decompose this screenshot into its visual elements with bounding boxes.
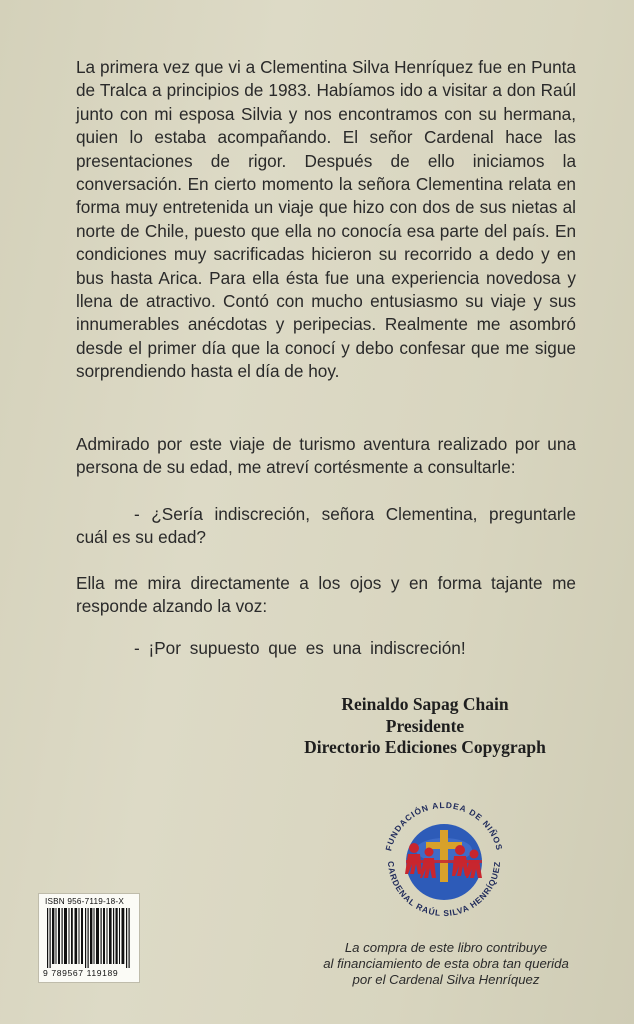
logo-top-text: FUNDACIÓN ALDEA DE NIÑOS [383,799,505,852]
foundation-logo [374,790,514,930]
isbn-barcode-box [38,893,140,983]
paragraph-admiration: Admirado por este viaje de turismo aventura realizado por una persona de su edad, me atreví cortésmente a consultarle: [76,434,576,478]
footer-line-1: La compra de este libro contribuye [344,940,548,955]
logo-bottom-text: CARDENAL RAÚL SILVA HENRÍQUEZ [385,860,503,919]
signature-name: Reinaldo Sapag Chain [341,694,509,714]
footer-note [296,940,596,988]
barcode-icon [45,908,133,968]
isbn-number: 9 789567 119189 [43,968,119,978]
footer-line-2: al financiamiento de esta obra tan querida [323,956,569,971]
logo-cross-icon [440,830,448,882]
answer-dialogue: - ¡Por supuesto que es una indiscreción! [134,638,466,658]
signature-role: Presidente [385,715,465,736]
signature-organization: Directorio Ediciones Copygraph [304,737,546,757]
isbn-label: ISBN 956-7119-18-X [45,897,124,906]
footer-line-3: por el Cardenal Silva Henríquez [352,972,540,987]
question-dialogue: - ¿Sería indiscreción, señora Clementina, preguntarle cuál es su edad? [76,504,576,548]
paragraph-intro: La primera vez que vi a Clementina Silva Henríquez fue en Punta de Tralca a principios de 1983. Habíamos ido a visitar a don Raúl junto con mi esposa Silvia y nos encontramos con su hermana, quien lo estaba acompañando. El señor Cardenal hace las presentaciones de rigor. Después de ello iniciamos la conversación. En cierto momento la señora Clementina relata en forma muy entretenida un viaje que hizo con dos de sus nietas al norte de Chile, puesto que ella no conocía esa parte del país. En condiciones muy sacrificadas hicieron su recorrido a dedo y en bus hasta Arica. Para ella ésta fue una experiencia novedosa y llena de atractivo. Contó con mucho entusiasmo su viaje y sus innumerables anécdotas y peripecias. Realmente me asombró desde el primer día que la conocí y debo confesar que me sigue sorprendiendo hasta el día de hoy. [76,57,576,382]
paragraph-response-intro: Ella me mira directamente a los ojos y en forma tajante me responde alzando la voz: [76,573,576,617]
signature-block [270,694,580,759]
